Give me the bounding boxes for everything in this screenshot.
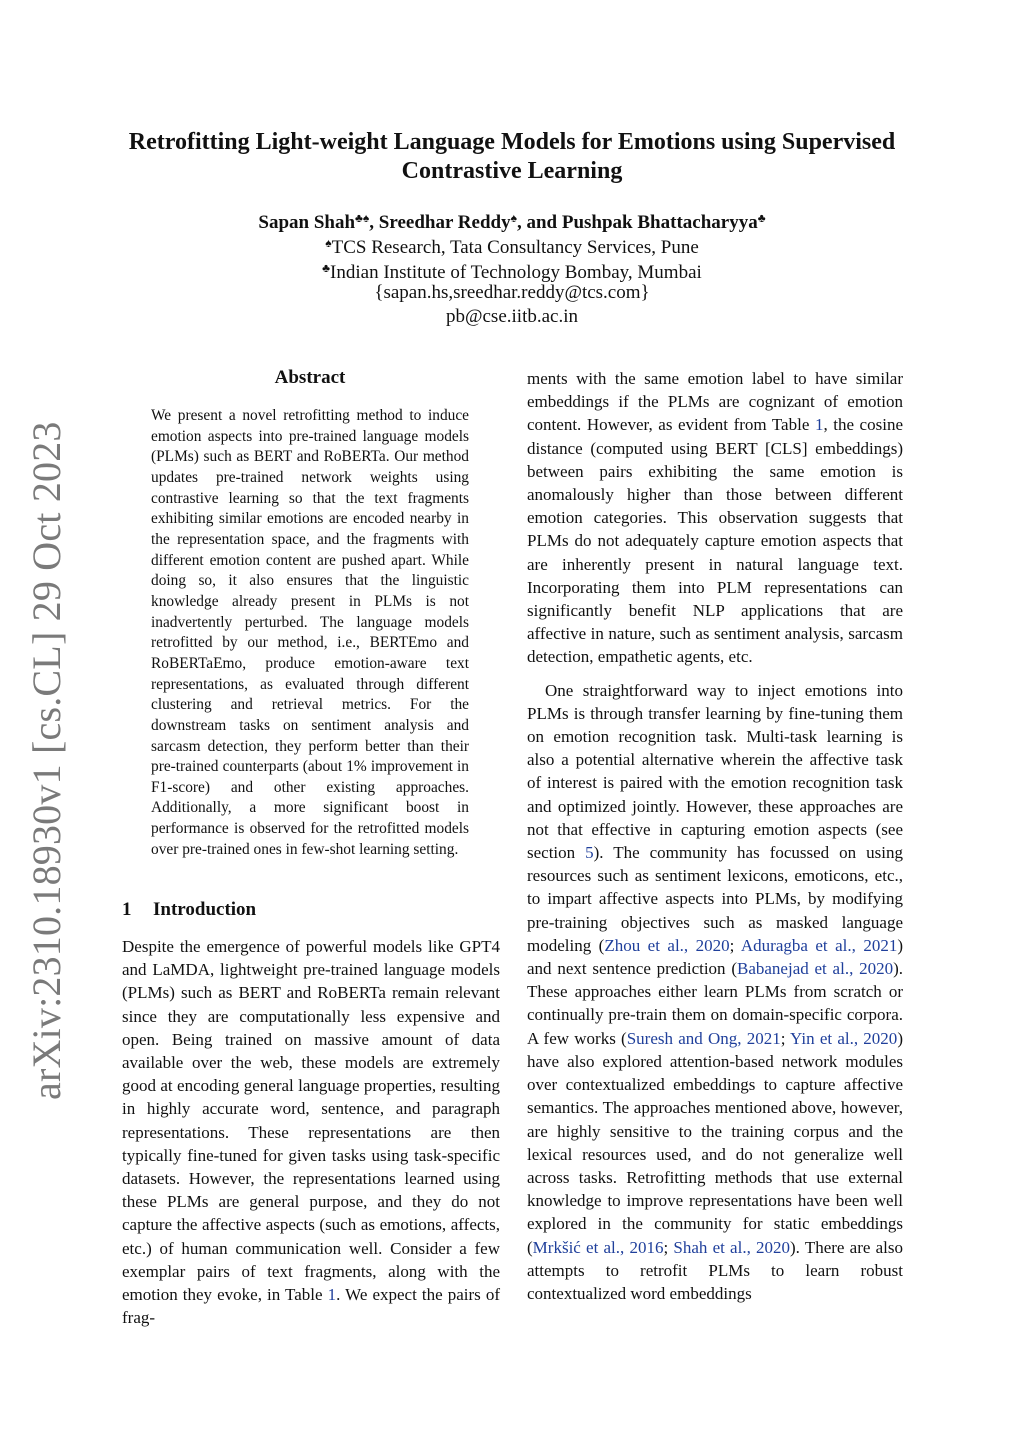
paragraph-text: ; bbox=[780, 1028, 791, 1048]
paragraph-text: , the cosine distance (computed using BERT [CLS] embeddings) between pairs exhibiting the same emotion is anomalously higher than those between different emotion categories. This observation suggests that PLMs do not adequately capture emotion aspects that are inherently present in natural language text. Incorporating them into PLM representations can significantly benefit NLP applications that are affective in nature, such as sentiment analysis, sarcasm detection, empathetic agents, etc. bbox=[527, 415, 903, 667]
paragraph-text: ). These approaches either learn PLMs from scratch or continually pre-train them on domain-specific corpora. A few works ( bbox=[527, 959, 904, 1048]
table-reference-link[interactable]: 1 bbox=[814, 415, 824, 435]
paragraph-text: One straightforward way to inject emotions into PLMs is through transfer learning by fine-tuning them on emotion recognition task. Multi-task learning is also a potential alternative wherein the affective task of interest is paired with the emotion recognition task and optimized jointly. However, these approaches are not that effective in capturing emotion aspects (see section bbox=[527, 680, 903, 863]
paper-title bbox=[110, 128, 914, 186]
affiliation-mark: ♣♠ bbox=[355, 211, 370, 225]
affiliation-mark: ♣ bbox=[757, 211, 766, 225]
intro-paragraph-2 bbox=[527, 679, 903, 1305]
paragraph-text: ; bbox=[663, 1237, 674, 1257]
paragraph-text: ; bbox=[729, 935, 741, 955]
section-number: 1 bbox=[122, 899, 132, 920]
paragraph-text: ments with the same emotion label to have similar embeddings if the PLMs are cognizant of emotion content. However, as evident from Table bbox=[527, 369, 903, 435]
abstract-heading: Abstract bbox=[274, 367, 346, 388]
author-name: Sapan Shah bbox=[258, 212, 356, 233]
affiliation-mark: ♣ bbox=[322, 261, 331, 275]
section-title: Introduction bbox=[153, 899, 257, 920]
citation-link[interactable]: Suresh and Ong, 2021 bbox=[626, 1028, 781, 1048]
paragraph-text: . We expect the pairs of frag- bbox=[122, 1285, 500, 1328]
paragraph-text: Despite the emergence of powerful models like GPT4 and LaMDA, lightweight pre-trained language models (PLMs) such as BERT and RoBERTa remain relevant since they are computationally less expensive and open. Being trained on massive amount of data available over the web, these models are extremely good at encoding general language properties, resulting in highly accurate word, sentence, and paragraph representations. These representations are then typically fine-tuned for given tasks using task-specific datasets. However, the representations learned using these PLMs are general purpose, and they do not capture the affective aspects (such as emotions, affects, etc.) of human communication well. Consider a few exemplar pairs of text fragments, along with the emotion they evoke, in Table bbox=[122, 937, 500, 1305]
email-line: {sapan.hs,sreedhar.reddy@tcs.com} bbox=[374, 282, 650, 303]
affiliation-mark: ♠ bbox=[325, 236, 332, 250]
paragraph-text: ). The community has focussed on using resources such as sentiment lexicons, emoticons, etc., to impart affective aspects into PLMs, by modifying pre-training objectives such as masked language modeling ( bbox=[527, 843, 903, 955]
intro-paragraph-1-continued bbox=[527, 367, 903, 669]
author-name: Sreedhar Reddy bbox=[378, 212, 511, 233]
paragraph-text: ) have also explored attention-based network modules over contextualized embeddings to capture affective semantics. The approaches mentioned above, however, are highly sensitive to the training corpus and the lexical resources used, and do not generalize well across tasks. Retrofitting methods that use external knowledge to improve representations have been well explored in the community for static embeddings ( bbox=[527, 1028, 903, 1257]
paragraph-text: ). There are also attempts to retrofit PLMs to learn robust contextualized word embeddings bbox=[527, 1237, 903, 1303]
intro-paragraph-1-start bbox=[122, 935, 500, 1329]
section-heading bbox=[122, 898, 502, 922]
affiliation-mark: ♠ bbox=[510, 211, 517, 225]
citation-link[interactable]: Yin et al., 2020 bbox=[790, 1028, 898, 1048]
citation-link[interactable]: Babanejad et al., 2020 bbox=[737, 959, 894, 979]
right-column-text bbox=[527, 367, 903, 1305]
left-column-text bbox=[122, 935, 500, 1329]
author-separator: , bbox=[369, 212, 379, 233]
arxiv-identifier: arXiv:2310.18930v1 [cs.CL] 29 Oct 2023 bbox=[24, 421, 69, 1100]
affiliation-text: Indian Institute of Technology Bombay, Mumbai bbox=[330, 262, 702, 283]
citation-link[interactable]: Shah et al., 2020 bbox=[673, 1237, 791, 1257]
email-line: pb@cse.iitb.ac.in bbox=[446, 306, 578, 327]
title-line-1: Retrofitting Light-weight Language Models for Emotions using Supervised bbox=[128, 129, 896, 155]
title-line-2: Contrastive Learning bbox=[401, 158, 623, 184]
affiliation-text: TCS Research, Tata Consultancy Services, Pune bbox=[331, 237, 699, 258]
author-separator: , and bbox=[516, 212, 562, 233]
citation-link[interactable]: Aduragba et al., 2021 bbox=[740, 935, 898, 955]
abstract-body: We present a novel retrofitting method to induce emotion aspects into pre-trained language models (PLMs) such as BERT and RoBERTa. Our method updates pre-trained network weights using contrastive learning so that the text fragments exhibiting similar emotions are encoded nearby in the representation space, and the fragments with different emotion content are pushed apart. While doing so, it also ensures that the linguistic knowledge already present in PLMs is not inadvertently perturbed. The language models retrofitted by our method, i.e., BERTEmo and RoBERTaEmo, produce emotion-aware text representations, as evaluated through different clustering and retrieval metrics. For the downstream tasks on sentiment analysis and sarcasm detection, they perform better than their pre-trained counterparts (about 1% improvement in F1-score) and other existing approaches. Additionally, a more significant boost in performance is observed for the retrofitted models over pre-trained ones in few-shot learning setting. bbox=[151, 407, 469, 858]
paragraph-text: ) and next sentence prediction ( bbox=[527, 935, 903, 979]
table-reference-link[interactable]: 1 bbox=[327, 1285, 337, 1305]
citation-link[interactable]: Zhou et al., 2020 bbox=[604, 935, 730, 955]
author-name: Pushpak Bhattacharyya bbox=[561, 212, 758, 233]
citation-link[interactable]: Mrkšić et al., 2016 bbox=[532, 1237, 664, 1257]
section-reference-link[interactable]: 5 bbox=[585, 843, 594, 863]
